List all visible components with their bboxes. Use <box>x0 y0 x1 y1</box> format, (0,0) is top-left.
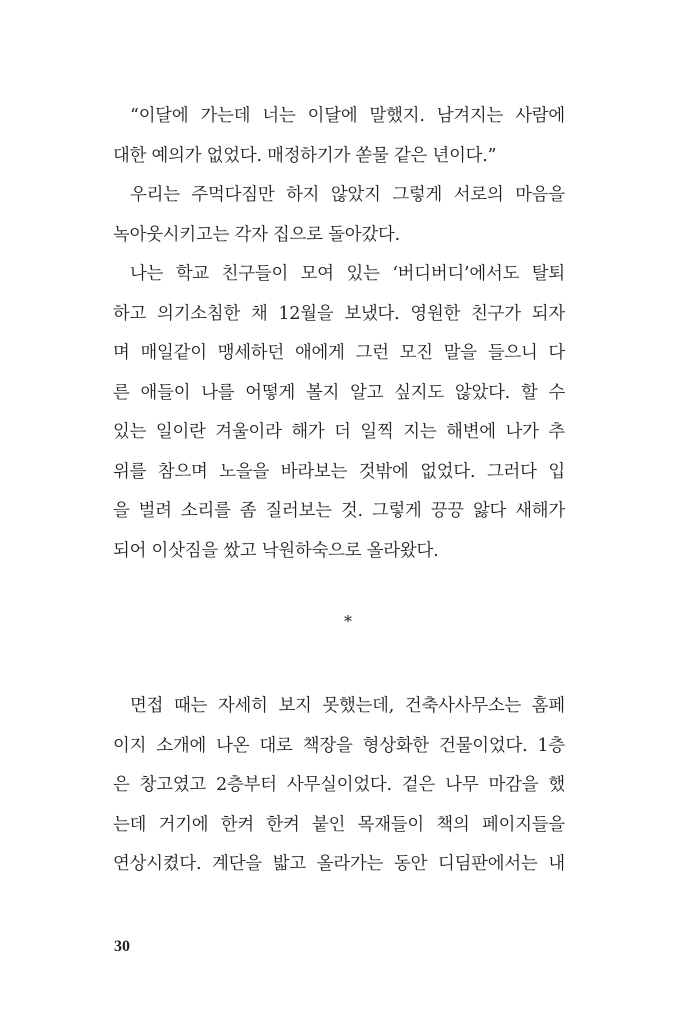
text-line: 연상시켰다. 계단을 밟고 올라가는 동안 디딤판에서는 내 <box>113 854 565 874</box>
text-line: 녹아웃시키고는 각자 집으로 돌아갔다. <box>113 224 400 245</box>
text-line: 하고 의기소침한 채 12월을 보냈다. 영원한 친구가 되자 <box>113 303 565 324</box>
section-separator: * <box>344 612 352 631</box>
section-1-text <box>113 97 565 571</box>
text-line: 른 애들이 나를 어떻게 볼지 알고 싶지도 않았다. 할 수 <box>113 382 565 403</box>
text-line: 되어 이삿짐을 쌌고 낙원하숙으로 올라왔다. <box>113 540 439 561</box>
text-line: 나는 학교 친구들이 모여 있는 ‘버디버디’에서도 탈퇴 <box>130 264 565 284</box>
text-line: 우리는 주먹다짐만 하지 않았지 그렇게 서로의 마음을 <box>130 185 565 205</box>
page-number: 30 <box>114 938 130 955</box>
text-line: 은 창고였고 2층부터 사무실이었다. 겉은 나무 마감을 했 <box>113 775 565 795</box>
text-line: “이달에 가는데 너는 이달에 말했지. 남겨지는 사람에 <box>130 106 565 126</box>
text-line: 면접 때는 자세히 보지 못했는데, 건축사사무소는 홈페 <box>130 696 565 716</box>
text-line: 을 벌려 소리를 좀 질러보는 것. 그렇게 끙끙 앓다 새해가 <box>113 501 565 521</box>
section-2-text <box>113 687 565 885</box>
text-line: 위를 참으며 노을을 바라보는 것밖에 없었다. 그러다 입 <box>113 461 565 482</box>
text-line: 대한 예의가 없었다. 매정하기가 쏟물 같은 년이다.” <box>113 145 497 166</box>
text-line: 는데 거기에 한켜 한켜 붙인 목재들이 책의 페이지들을 <box>113 814 565 835</box>
text-line: 이지 소개에 나온 대로 책장을 형상화한 건물이었다. 1층 <box>113 735 565 756</box>
text-line: 있는 일이란 겨울이라 해가 더 일찍 지는 해변에 나가 추 <box>113 422 565 442</box>
text-line: 며 매일같이 맹세하던 애에게 그런 모진 말을 들으니 다 <box>113 343 565 363</box>
